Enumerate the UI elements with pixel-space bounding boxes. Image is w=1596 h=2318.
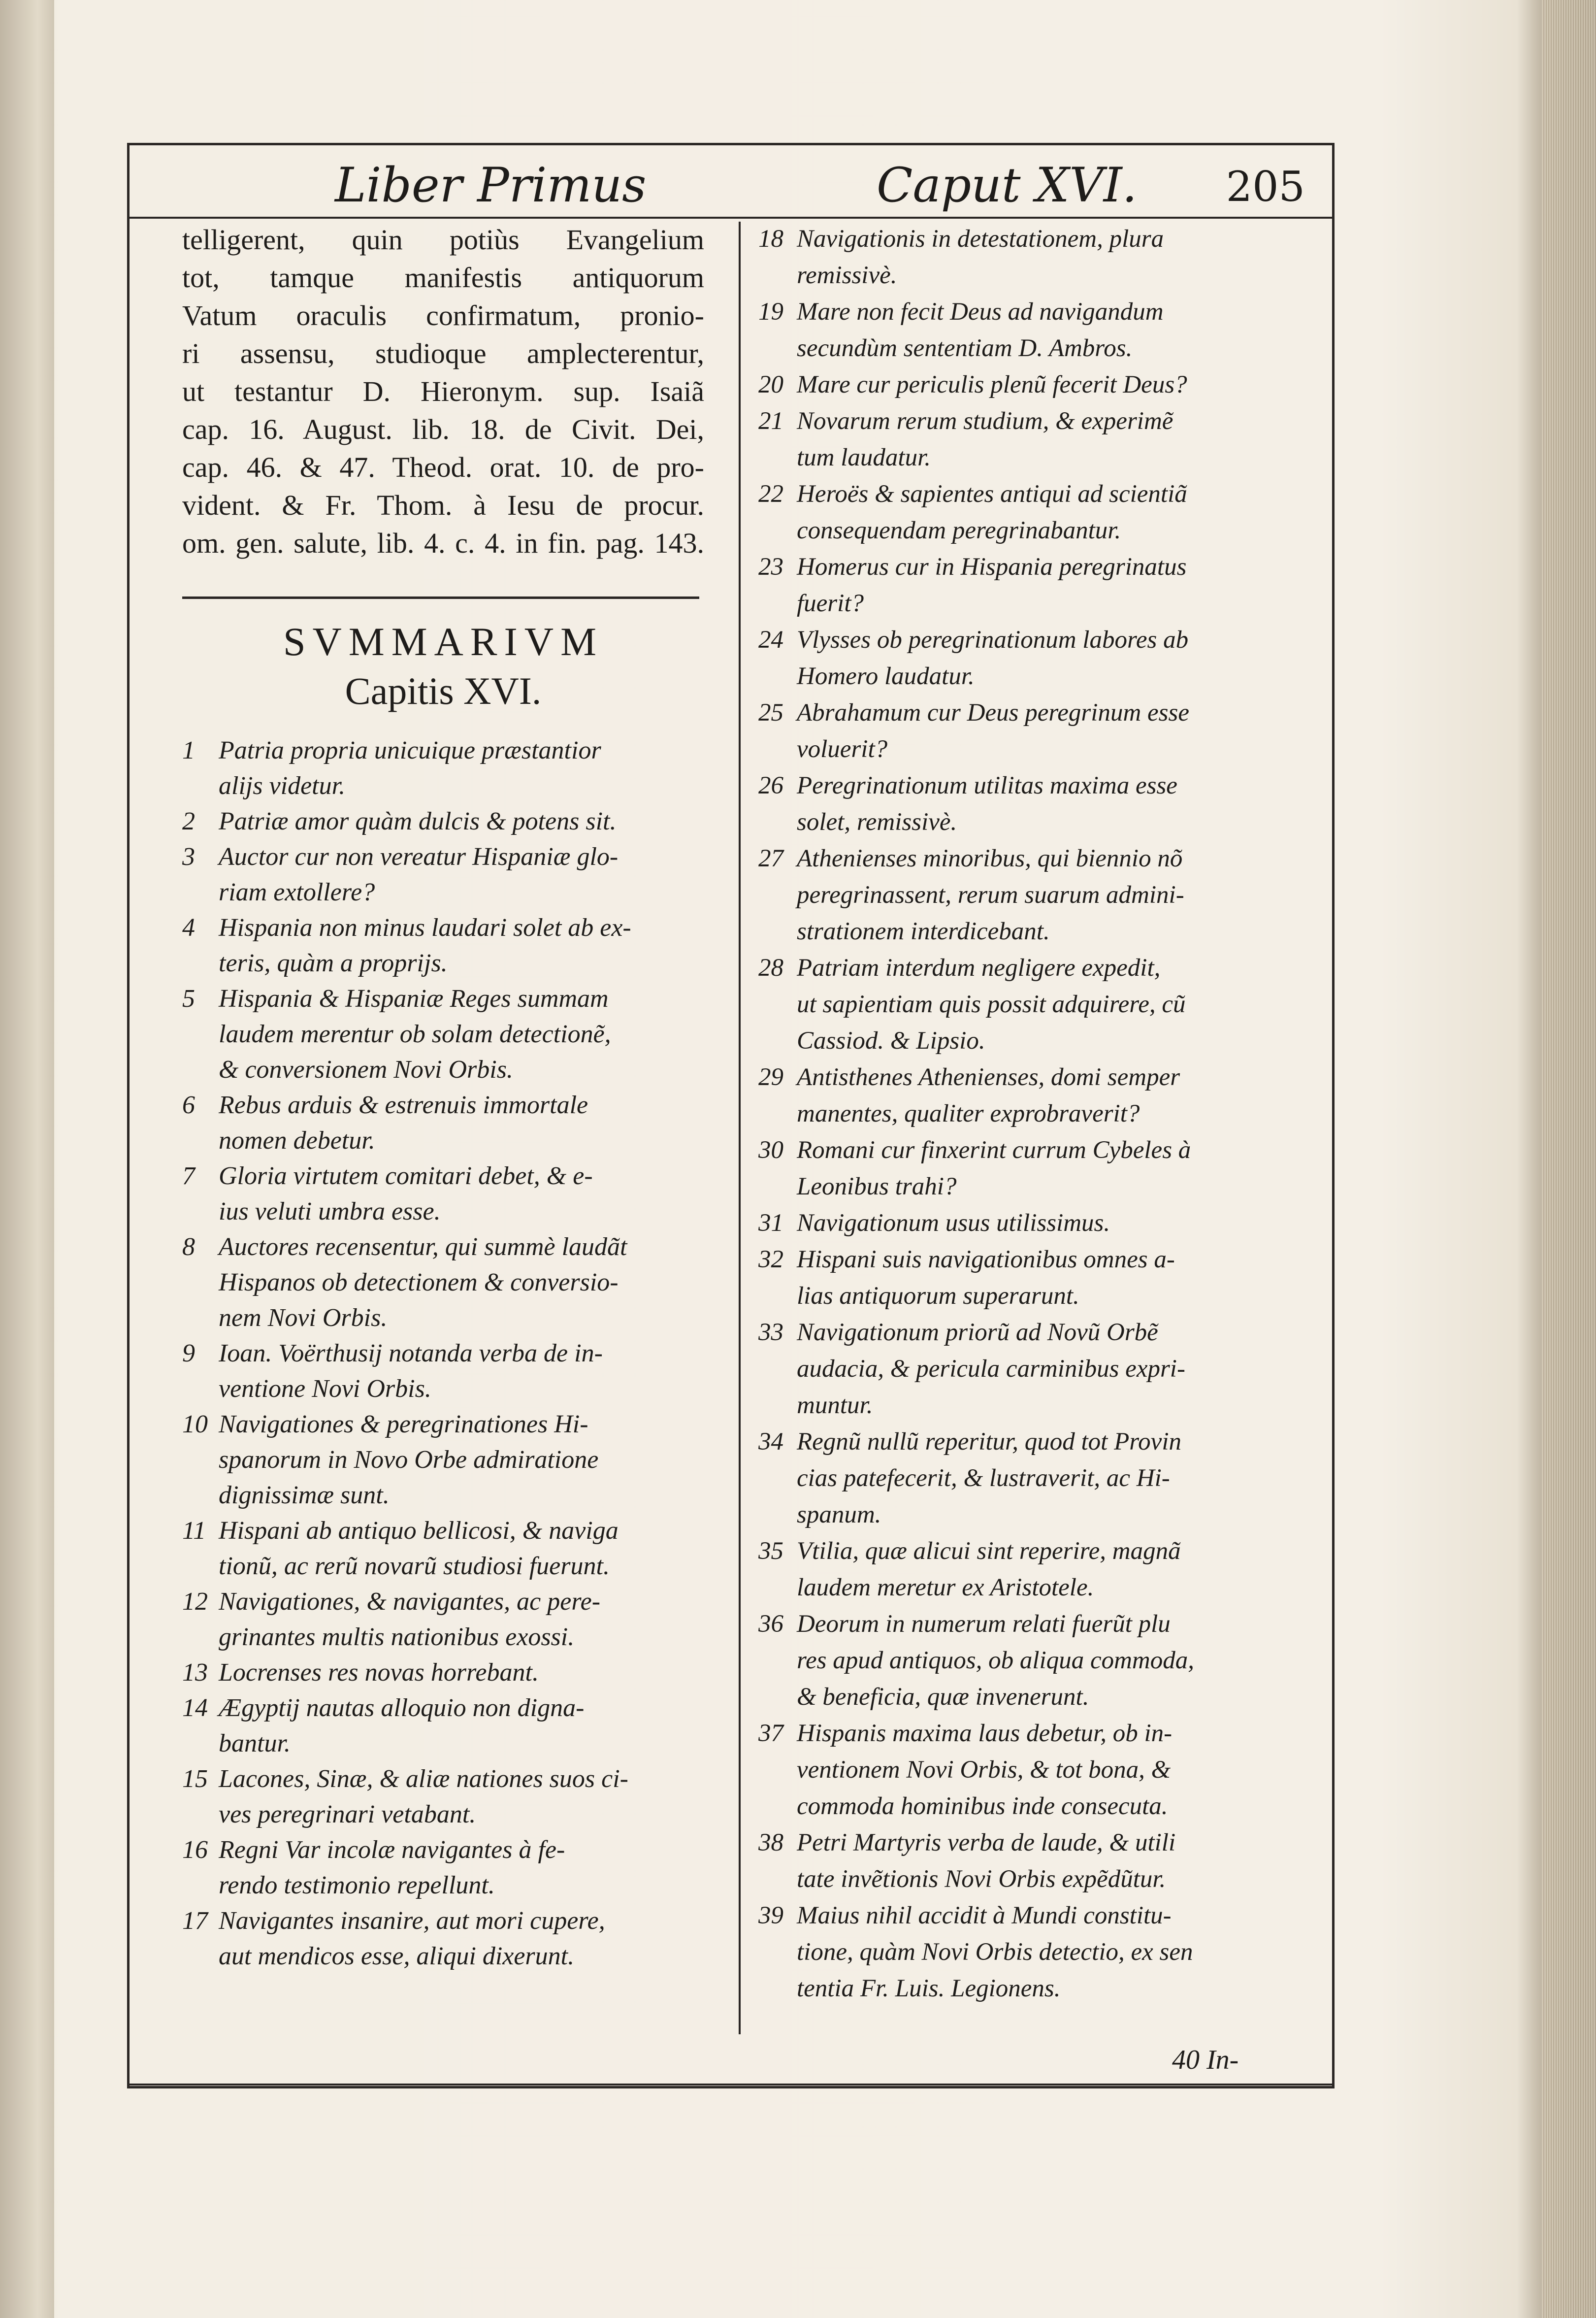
entry-line: commoda hominibus inde consecuta. (797, 1792, 1168, 1820)
text-line: cap. 46. & 47. Theod. orat. 10. de pro- (182, 451, 704, 483)
entry-line: dignissimæ sunt. (219, 1481, 390, 1509)
entry-line: Lacones, Sinæ, & aliæ nationes suos ci- (219, 1765, 628, 1793)
entry-number: 22 (758, 480, 783, 508)
summary-entry (182, 1655, 704, 1690)
entry-line: Homerus cur in Hispania peregrinatus (797, 553, 1187, 581)
entry-number: 38 (758, 1829, 783, 1856)
entry-line: res apud antiquos, ob aliqua commoda, (797, 1647, 1195, 1674)
entry-number: 27 (758, 845, 783, 872)
entry-number: 1 (182, 736, 195, 764)
entry-line: tione, quàm Novi Orbis detectio, ex sen (797, 1938, 1193, 1966)
summary-entry (182, 1407, 704, 1513)
summary-entry (758, 476, 1270, 549)
entry-line: Petri Martyris verba de laude, & utili (797, 1829, 1176, 1856)
summary-entry (182, 910, 704, 981)
entry-line: laudem meretur ex Aristotele. (797, 1574, 1094, 1601)
entry-line: Locrenses res novas horrebant. (219, 1658, 539, 1687)
entry-number: 16 (182, 1836, 208, 1864)
entry-line: ius veluti umbra esse. (219, 1197, 441, 1225)
entry-number: 7 (182, 1162, 195, 1190)
entry-line: ut sapientiam quis possit adquirere, cũ (797, 991, 1186, 1018)
text-line: om. gen. salute, lib. 4. c. 4. in fin. pag. 143. (182, 527, 704, 559)
summary-entry (182, 1903, 704, 1974)
summary-entry (758, 1533, 1270, 1606)
entry-line: Vlysses ob peregrinationum labores ab (797, 626, 1189, 654)
entry-line: Ioan. Voërthusij notanda verba de in- (219, 1339, 603, 1367)
text-line: cap. 16. August. lib. 18. de Civit. Dei, (182, 413, 704, 445)
entry-line: nomen debetur. (219, 1126, 375, 1155)
entry-line: spanorum in Novo Orbe admiratione (219, 1446, 599, 1474)
entry-number: 24 (758, 626, 783, 654)
entry-line: & beneficia, quæ invenerunt. (797, 1683, 1089, 1711)
entry-line: Hispania & Hispaniæ Reges summam (219, 985, 609, 1013)
entry-number: 8 (182, 1233, 195, 1261)
entry-number: 2 (182, 807, 195, 835)
summary-entry (182, 1690, 704, 1761)
entry-number: 21 (758, 407, 783, 435)
entry-line: tate invẽtionis Novi Orbis expẽdũtur. (797, 1865, 1166, 1893)
summary-entry (182, 1229, 704, 1336)
entry-number: 11 (182, 1517, 206, 1545)
entry-number: 25 (758, 699, 783, 727)
entry-line: & conversionem Novi Orbis. (219, 1056, 513, 1084)
entry-line: ventione Novi Orbis. (219, 1375, 431, 1403)
entry-number: 18 (758, 225, 783, 253)
summary-entry (758, 1715, 1270, 1824)
summary-entry (182, 1159, 704, 1229)
entry-line: Hispania non minus laudari solet ab ex- (219, 914, 631, 942)
entry-number: 14 (182, 1694, 208, 1722)
summary-entry (182, 1761, 704, 1832)
entry-line: Novarum rerum studium, & experimẽ (797, 407, 1173, 435)
summary-entry (758, 1059, 1270, 1132)
entry-line: Navigationis in detestationem, plura (797, 225, 1164, 253)
summary-entry (182, 839, 704, 910)
entry-line: Auctores recensentur, qui summè laudãt (219, 1233, 627, 1261)
entry-line: audacia, & pericula carminibus expri- (797, 1355, 1185, 1383)
previous-page-edge (0, 0, 54, 2318)
entry-line: aut mendicos esse, aliqui dixerunt. (219, 1942, 575, 1970)
summary-title: SVMMARIVM (283, 619, 603, 664)
summary-entry (758, 366, 1270, 403)
entry-line: Athenienses minoribus, qui biennio nõ (797, 845, 1183, 872)
text-line: ri assensu, studioque amplecterentur, (182, 337, 704, 369)
entry-line: Hispani ab antiquo bellicosi, & naviga (219, 1517, 619, 1545)
summary-entry (758, 294, 1270, 366)
entry-line: Patriam interdum negligere expedit, (797, 954, 1161, 982)
entry-number: 20 (758, 371, 783, 398)
summary-entry (182, 804, 704, 839)
summary-entry (182, 1584, 704, 1655)
entry-number: 3 (182, 843, 195, 871)
entry-line: Leonibus trahi? (797, 1173, 957, 1200)
text-line: vident. & Fr. Thom. à Iesu de procur. (182, 489, 704, 521)
entry-line: Abrahamum cur Deus peregrinum esse (797, 699, 1189, 727)
entry-line: Rebus arduis & estrenuis immortale (219, 1091, 588, 1119)
running-head-book: Liber Primus (335, 158, 647, 213)
entry-line: teris, quàm a proprijs. (219, 949, 448, 977)
summary-entry (758, 695, 1270, 767)
entry-line: Romani cur finxerint currum Cybeles à (797, 1136, 1191, 1164)
summary-entry (758, 549, 1270, 622)
entry-line: laudem merentur ob solam detectionẽ, (219, 1020, 611, 1048)
summary-entry (758, 221, 1270, 294)
entry-line: Navigationes, & navigantes, ac pere- (219, 1588, 601, 1616)
entry-line: voluerit? (797, 735, 888, 763)
entry-line: manentes, qualiter exprobraverit? (797, 1100, 1140, 1127)
summary-entry (182, 1513, 704, 1584)
entry-line: ves peregrinari vetabant. (219, 1800, 476, 1828)
entry-number: 29 (758, 1063, 783, 1091)
summary-entry (182, 1088, 704, 1159)
entry-number: 5 (182, 985, 195, 1013)
head-rule (127, 217, 1335, 219)
right-column (758, 221, 1270, 2007)
entry-number: 37 (758, 1720, 783, 1747)
summary-entry (182, 733, 704, 804)
running-head-chapter: Caput XVI. (877, 158, 1138, 213)
catchword: 40 In- (1172, 2045, 1239, 2075)
entry-line: Auctor cur non vereatur Hispaniæ glo- (219, 843, 619, 871)
entry-line: muntur. (797, 1391, 873, 1419)
entry-line: Ægyptij nautas alloquio non digna- (219, 1694, 585, 1722)
summary-entry (182, 1832, 704, 1903)
entry-number: 4 (182, 914, 195, 942)
entry-line: Regnũ nullũ reperitur, quod tot Provin (797, 1428, 1181, 1456)
running-head (148, 158, 1320, 212)
summary-list-right (758, 221, 1270, 2007)
entry-line: alijs videtur. (219, 772, 346, 800)
entry-line: spanum. (797, 1501, 881, 1528)
entry-line: Navigationes & peregrinationes Hi- (219, 1410, 588, 1438)
entry-number: 36 (758, 1610, 783, 1638)
frame-bottom-rule (127, 2084, 1335, 2090)
summary-entry (758, 403, 1270, 476)
entry-line: tum laudatur. (797, 444, 931, 471)
entry-line: lias antiquorum superarunt. (797, 1282, 1079, 1310)
entry-line: Hispanis maxima laus debetur, ob in- (797, 1720, 1173, 1747)
summary-entry (758, 840, 1270, 950)
entry-line: Gloria virtutem comitari debet, & e- (219, 1162, 593, 1190)
summary-entry (758, 1205, 1270, 1241)
entry-line: Heroës & sapientes antiqui ad scientiã (797, 480, 1187, 508)
entry-line: Navigantes insanire, aut mori cupere, (219, 1907, 605, 1935)
entry-line: Maius nihil accidit à Mundi constitu- (797, 1902, 1172, 1929)
entry-number: 13 (182, 1658, 208, 1687)
entry-number: 30 (758, 1136, 783, 1164)
entry-number: 26 (758, 772, 783, 799)
entry-number: 15 (182, 1765, 208, 1793)
entry-line: Peregrinationum utilitas maxima esse (797, 772, 1177, 799)
entry-number: 39 (758, 1902, 783, 1929)
entry-line: peregrinassent, rerum suarum admini- (797, 881, 1184, 909)
entry-line: Regni Var incolæ navigantes à fe- (219, 1836, 565, 1864)
page-edges (1542, 0, 1596, 2318)
entry-line: tionũ, ac rerũ novarũ studiosi fuerunt. (219, 1552, 610, 1580)
text-line: Vatum oraculis confirmatum, pronio- (182, 299, 704, 331)
entry-line: Antisthenes Athenienses, domi semper (797, 1063, 1180, 1091)
summary-subtitle: Capitis XVI. (345, 669, 542, 712)
entry-line: Cassiod. & Lipsio. (797, 1027, 985, 1055)
entry-number: 10 (182, 1410, 208, 1438)
entry-line: bantur. (219, 1729, 291, 1757)
entry-line: Navigationum priorũ ad Novũ Orbẽ (797, 1319, 1158, 1346)
entry-line: nem Novi Orbis. (219, 1304, 388, 1332)
entry-line: secundùm sententiam D. Ambros. (797, 334, 1133, 362)
entry-number: 28 (758, 954, 783, 982)
entry-line: remissivè. (797, 262, 897, 289)
summary-entry (758, 1241, 1270, 1314)
section-rule (182, 596, 699, 599)
text-line: telligerent, quin potiùs Evangelium (182, 224, 704, 256)
summary-entry (758, 950, 1270, 1059)
entry-line: Deorum in numerum relati fuerũt plu (797, 1610, 1171, 1638)
entry-number: 17 (182, 1907, 208, 1935)
entry-line: cias patefecerit, & lustraverit, ac Hi- (797, 1464, 1170, 1492)
summary-list-left (182, 733, 704, 1974)
entry-line: tentia Fr. Luis. Legionens. (797, 1975, 1061, 2002)
entry-line: consequendam peregrinabantur. (797, 517, 1121, 544)
entry-line: ventionem Novi Orbis, & tot bona, & (797, 1756, 1171, 1784)
entry-number: 6 (182, 1091, 195, 1119)
entry-line: Navigationum usus utilissimus. (797, 1209, 1110, 1237)
continuation-text (182, 221, 704, 562)
summary-entry (758, 767, 1270, 840)
summary-entry (758, 1314, 1270, 1424)
entry-number: 33 (758, 1319, 783, 1346)
text-line: tot, tamque manifestis antiquorum (182, 262, 704, 294)
summary-entry (758, 1132, 1270, 1205)
entry-number: 23 (758, 553, 783, 581)
entry-line: Mare cur periculis plenũ fecerit Deus? (797, 371, 1187, 398)
left-column (182, 221, 704, 1974)
entry-number: 35 (758, 1537, 783, 1565)
entry-number: 32 (758, 1246, 783, 1273)
summary-entry (182, 981, 704, 1088)
entry-number: 12 (182, 1588, 208, 1616)
entry-line: solet, remissivè. (797, 808, 957, 836)
entry-line: fuerit? (797, 590, 864, 617)
entry-number: 19 (758, 298, 783, 326)
entry-line: riam extollere? (219, 878, 375, 906)
summary-entry (758, 1824, 1270, 1897)
summary-entry (758, 1606, 1270, 1715)
entry-line: rendo testimonio repellunt. (219, 1871, 495, 1899)
summary-entry (182, 1336, 704, 1407)
entry-number: 31 (758, 1209, 783, 1237)
entry-line: grinantes multis nationibus exossi. (219, 1623, 575, 1651)
page-number: 205 (1226, 163, 1305, 211)
entry-line: Hispanos ob detectionem & conversio- (219, 1268, 619, 1296)
summary-entry (758, 1424, 1270, 1533)
entry-line: Patriæ amor quàm dulcis & potens sit. (219, 807, 617, 835)
text-line: ut testantur D. Hieronym. sup. Isaiã (182, 375, 704, 407)
entry-line: Hispani suis navigationibus omnes a- (797, 1246, 1175, 1273)
entry-line: Vtilia, quæ alicui sint reperire, magnã (797, 1537, 1181, 1565)
summary-entry (758, 622, 1270, 695)
entry-line: Patria propria unicuique præstantior (219, 736, 601, 764)
entry-number: 34 (758, 1428, 783, 1456)
entry-line: Mare non fecit Deus ad navigandum (797, 298, 1164, 326)
entry-number: 9 (182, 1339, 195, 1367)
summary-entry (758, 1897, 1270, 2007)
entry-line: strationem interdicebant. (797, 918, 1050, 945)
entry-line: Homero laudatur. (797, 662, 975, 690)
column-divider (739, 222, 741, 2034)
